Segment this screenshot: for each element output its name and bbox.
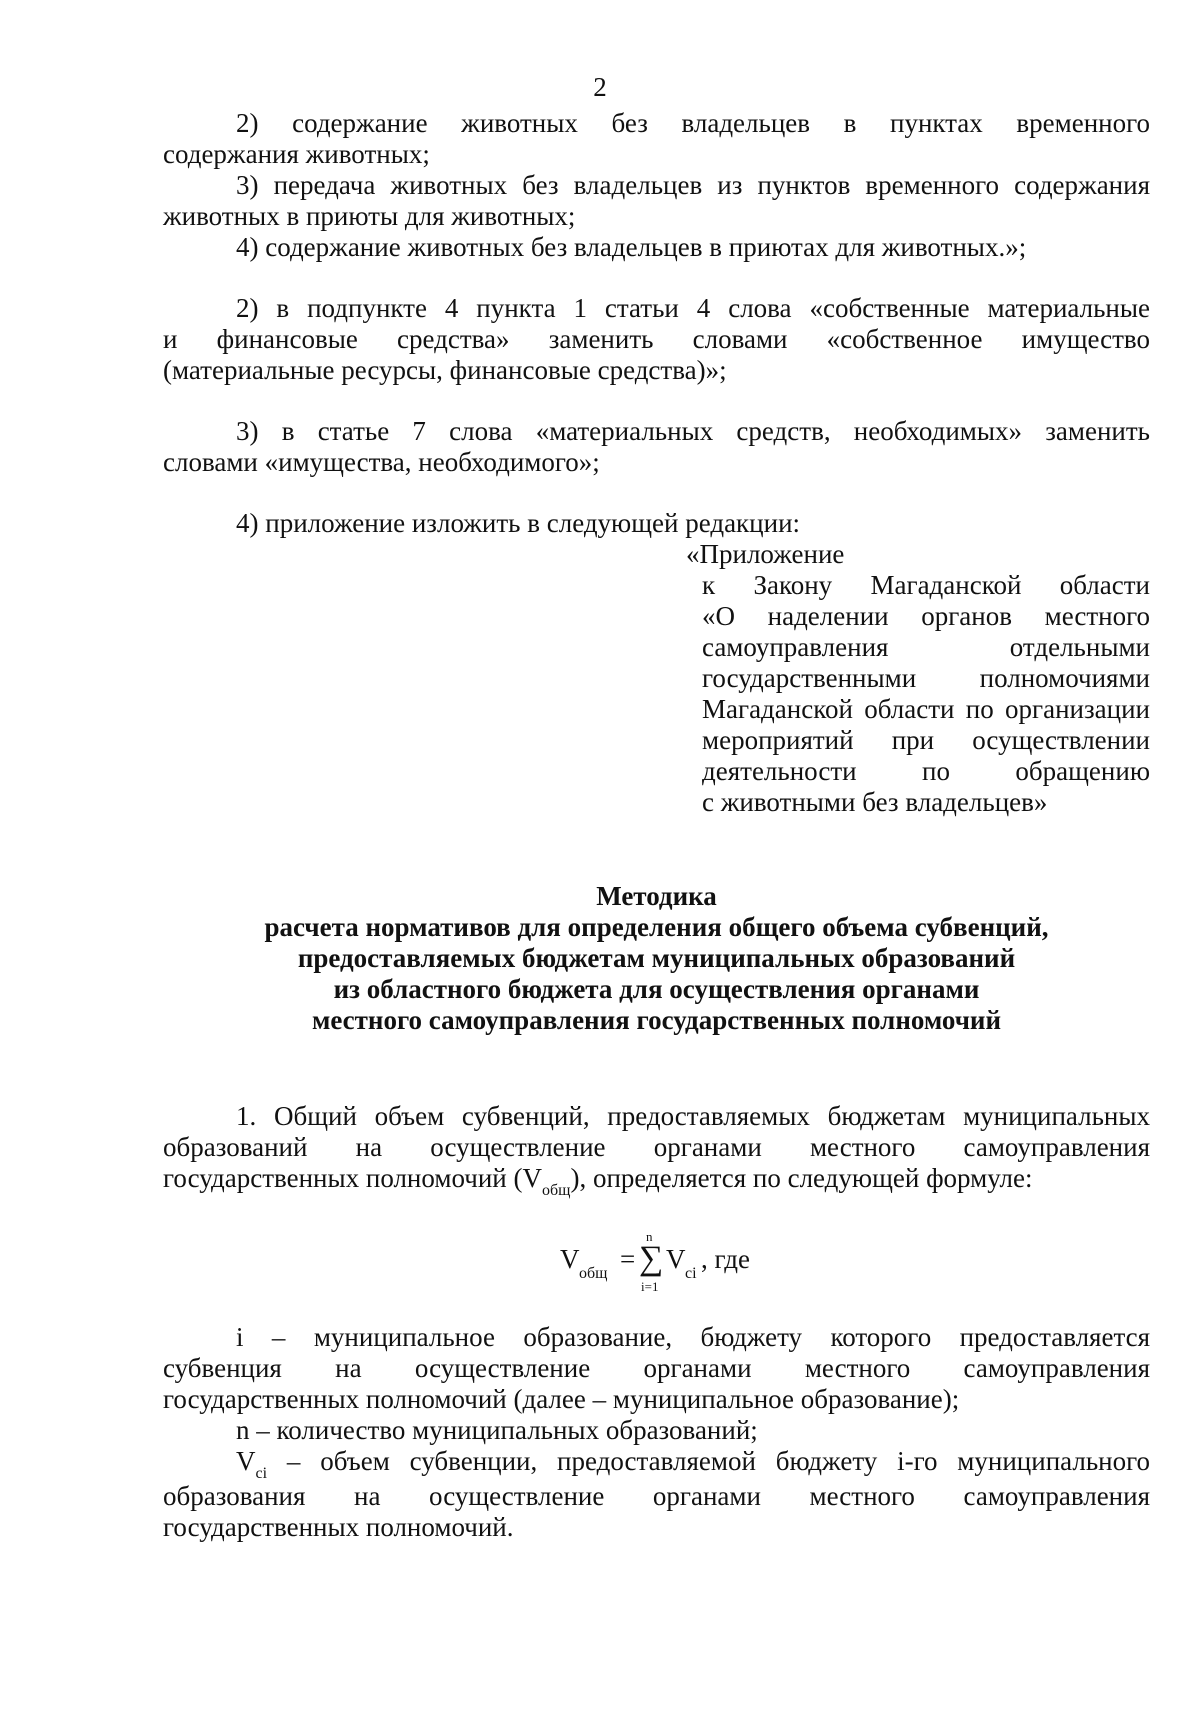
amendment-3 [163, 416, 1150, 478]
section-1-line2: образований на осуществление органами местного самоуправления [163, 1132, 1150, 1162]
appendix-line-3: самоуправления отдельными [702, 632, 1150, 662]
methodology-title-line-4: из областного бюджета для осуществления органами [333, 974, 980, 1004]
section-1 [163, 1101, 1150, 1198]
amendment-2-line2: и финансовые средства» заменить словами «собственное имущество [163, 324, 1150, 354]
list-item-4 [163, 232, 1150, 263]
appendix-line-1: к Закону Магаданской области [702, 570, 1150, 600]
section-1-line1: 1. Общий объем субвенций, предоставляемых бюджетам муниципальных [236, 1101, 1150, 1131]
list-item-2-line1: 2) содержание животных без владельцев в пунктах временного [236, 108, 1150, 138]
formula-equals: = [620, 1244, 636, 1274]
amendment-2-line1: 2) в подпункте 4 пункта 1 статьи 4 слова «собственные материальные [236, 293, 1150, 323]
appendix-line-6: мероприятий при осуществлении [702, 725, 1150, 755]
definition-i-line1: i – муниципальное образование, бюджету которого предоставляется [236, 1322, 1150, 1352]
list-item-3-line1: 3) передача животных без владельцев из пунктов временного содержания [236, 170, 1150, 200]
appendix-header-block [702, 570, 1150, 818]
amendment-4-line1: 4) приложение изложить в следующей редакции: [236, 508, 801, 538]
definition-vci-text: – объем субвенции, предоставляемой бюджету i-го муниципального [267, 1446, 1150, 1476]
definition-i-line2: субвенция на осуществление органами местного самоуправления [163, 1353, 1150, 1383]
methodology-title-line-5: местного самоуправления государственных полномочий [311, 1005, 1002, 1035]
formula-sum-bottom: i=1 [641, 1279, 659, 1294]
appendix-line-8: с животными без владельцев» [702, 787, 1048, 817]
list-item-2-line2: содержания животных; [163, 139, 430, 169]
appendix-title: «Приложение [686, 539, 845, 569]
appendix-line-2: «О наделении органов местного [702, 601, 1150, 631]
amendment-3-line1: 3) в статье 7 слова «материальных средств, необходимых» заменить [236, 416, 1150, 446]
definition-vci [163, 1446, 1150, 1543]
list-item-3 [163, 170, 1150, 232]
formula-tail: , где [701, 1244, 750, 1274]
formula-sum-symbol: ∑ [639, 1240, 664, 1277]
definition-vci-line2: образования на осуществление органами местного самоуправления [163, 1481, 1150, 1511]
definition-vci-line3: государственных полномочий. [163, 1512, 514, 1542]
list-item-3-line2: животных в приюты для животных; [163, 201, 576, 231]
appendix-line-4: государственными полномочиями [702, 663, 1150, 693]
appendix-line-7: деятельности по обращению [702, 756, 1150, 786]
methodology-title-line-3: предоставляемых бюджетам муниципальных образований [297, 943, 1016, 973]
section-1-line3 [163, 1163, 1150, 1198]
formula-lhs-sub: общ [579, 1265, 608, 1282]
amendment-4 [163, 508, 1150, 539]
definition-n-line: n – количество муниципальных образований; [236, 1415, 758, 1445]
section-1-line3-post: ), определяется по следующей формуле: [570, 1163, 1033, 1193]
section-1-line3-sub: общ [541, 1182, 571, 1199]
methodology-title-line-1: Методика [596, 881, 717, 911]
section-1-line3-pre: государственных полномочий (V [163, 1163, 542, 1193]
definition-vci-sub: ci [255, 1465, 268, 1482]
methodology-title-line-2: расчета нормативов для определения общего объема субвенций, [264, 912, 1049, 942]
formula-lhs: V [560, 1244, 580, 1274]
list-item-4-line1: 4) содержание животных без владельцев в приютах для животных.»; [236, 232, 1027, 262]
list-item-2 [163, 108, 1150, 170]
definition-n [163, 1415, 1150, 1446]
formula-sum-top: n [646, 1229, 653, 1244]
formula-rhs-sub: ci [685, 1265, 697, 1282]
formula-rhs: V [666, 1244, 686, 1274]
page-number: 2 [593, 72, 607, 102]
amendment-3-line2: словами «имущества, необходимого»; [163, 447, 600, 477]
definition-vci-line1 [163, 1446, 1150, 1481]
formula [560, 1230, 820, 1300]
appendix-line-5: Магаданской области по организации [702, 694, 1150, 724]
definition-i [163, 1322, 1150, 1415]
amendment-2-line3: (материальные ресурсы, финансовые средства)»; [163, 355, 727, 385]
methodology-title [163, 881, 1150, 1036]
definition-vci-symbol: V [236, 1446, 256, 1476]
amendment-2 [163, 293, 1150, 386]
definition-i-line3: государственных полномочий (далее – муниципальное образование); [163, 1384, 960, 1414]
